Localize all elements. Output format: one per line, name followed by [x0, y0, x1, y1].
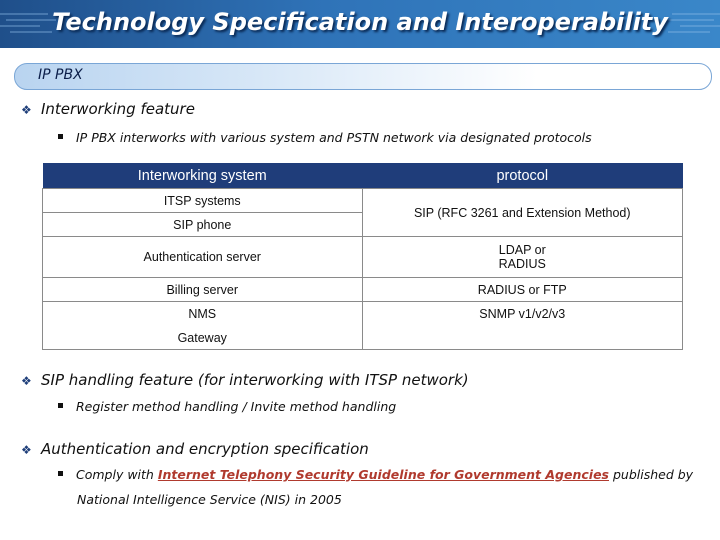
diamond-bullet-icon: ❖	[21, 374, 32, 388]
diamond-bullet-icon: ❖	[21, 103, 32, 117]
auth-heading: ❖ Authentication and encryption specification	[21, 440, 369, 458]
table-cell: Gateway	[43, 326, 363, 350]
table-cell	[362, 237, 682, 278]
square-bullet-icon	[58, 471, 63, 476]
diamond-bullet-icon: ❖	[21, 443, 32, 457]
table-cell: Billing server	[43, 278, 363, 302]
section-title: IP PBX	[38, 67, 83, 83]
interworking-table	[42, 163, 683, 350]
table-header-protocol: protocol	[362, 163, 682, 189]
interworking-sub: IP PBX interworks with various system and PSTN network via designated protocols	[58, 130, 592, 145]
table-row	[43, 237, 683, 278]
guideline-link[interactable]: Internet Telephony Security Guideline for Government Agencies	[157, 467, 609, 482]
section-bar	[14, 63, 712, 90]
table-row	[43, 278, 683, 302]
cell-line: RADIUS	[498, 257, 546, 271]
table-row	[43, 189, 683, 213]
page-title: Technology Specification and Interoperability	[52, 8, 668, 36]
table-cell: SNMP v1/v2/v3	[362, 302, 682, 350]
sip-sub: Register method handling / Invite method handling	[58, 399, 396, 414]
table-header-system: Interworking system	[43, 163, 363, 189]
table-row	[43, 302, 683, 327]
table-cell: NMS	[43, 302, 363, 327]
interworking-heading: ❖ Interworking feature	[21, 100, 195, 118]
square-bullet-icon	[58, 403, 63, 408]
auth-sub: Comply with Internet Telephony Security Guideline for Government Agencies published by	[58, 467, 693, 482]
sip-heading: ❖ SIP handling feature (for interworking with ITSP network)	[21, 371, 469, 389]
cell-line: LDAP or	[498, 243, 546, 257]
table-cell: Authentication server	[43, 237, 363, 278]
table-cell: ITSP systems	[43, 189, 363, 213]
square-bullet-icon	[58, 134, 63, 139]
table-cell: RADIUS or FTP	[362, 278, 682, 302]
table-cell: SIP phone	[43, 213, 363, 237]
table-cell: SIP (RFC 3261 and Extension Method)	[362, 189, 682, 237]
auth-sub-continued: National Intelligence Service (NIS) in 2005	[77, 492, 342, 507]
